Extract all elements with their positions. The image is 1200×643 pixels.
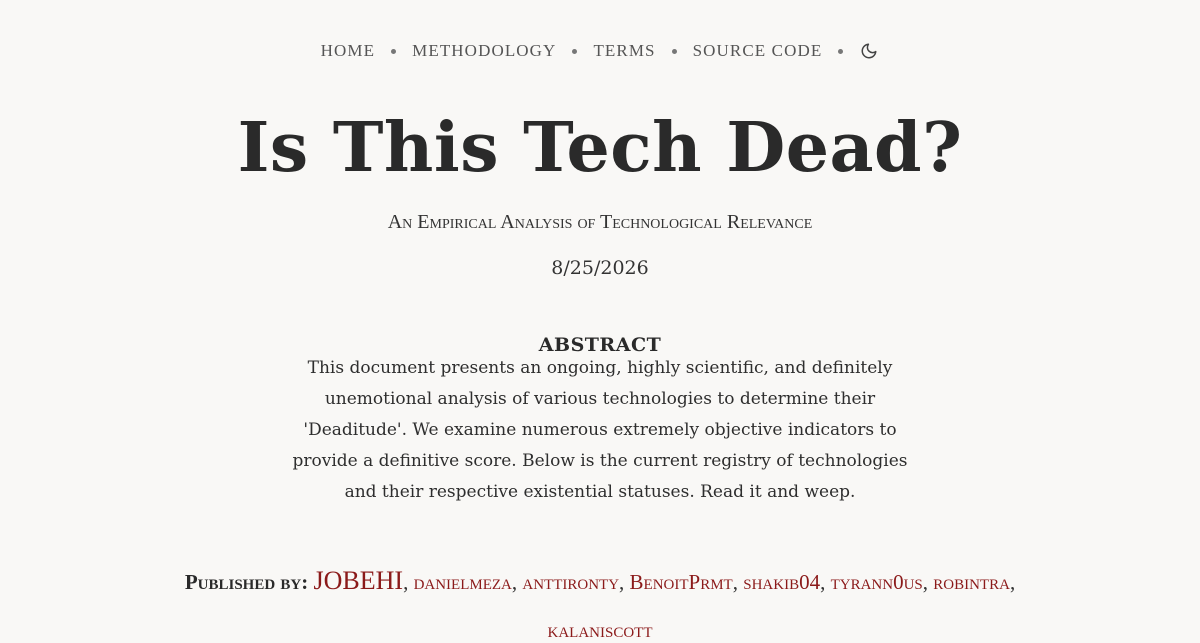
- abstract-heading: ABSTRACT: [538, 334, 662, 356]
- abstract-body: This document presents an ongoing, highly scientific, and definitely unemotional analysis of various technologies to determine their 'Deaditude'. We examine numerous extremely objective indicators to provide a definitive score. Below is the current registry of technologies and their respective existential statuses. Read it and weep.: [292, 358, 908, 502]
- nav-methodology-link[interactable]: METHODOLOGY: [412, 41, 557, 60]
- author-link[interactable]: BenoitPrmt: [629, 570, 733, 594]
- author-link[interactable]: shakib04: [743, 570, 821, 594]
- page-title: Is This Tech Dead?: [237, 108, 963, 188]
- author-link[interactable]: anttironty: [522, 570, 620, 594]
- author-link[interactable]: robintra: [933, 570, 1010, 594]
- author-link[interactable]: tyrann0us: [830, 570, 923, 594]
- nav-separator-dot: [672, 49, 677, 54]
- theme-toggle-button[interactable]: [859, 41, 879, 61]
- moon-icon: [860, 42, 878, 60]
- author-link[interactable]: JOBEHI: [313, 566, 404, 595]
- published-by-line: Published by: JOBEHI, danielmeza, anttironty, BenoitPrmt, shakib04, tyrann0us, robintra,: [184, 566, 1016, 595]
- author-link[interactable]: kalaniscott: [547, 618, 653, 642]
- author-link[interactable]: danielmeza: [413, 570, 512, 594]
- publication-date: 8/25/2026: [551, 257, 649, 279]
- top-nav: [0, 41, 1200, 61]
- nav-separator-dot: [572, 49, 577, 54]
- page-subtitle: An Empirical Analysis of Technological Relevance: [387, 211, 813, 233]
- nav-source-code-link[interactable]: SOURCE CODE: [692, 41, 823, 60]
- nav-terms-link[interactable]: TERMS: [593, 41, 656, 60]
- nav-separator-dot: [391, 49, 396, 54]
- nav-separator-dot: [838, 49, 843, 54]
- published-by-line-continued: [0, 618, 1200, 643]
- nav-home-link[interactable]: HOME: [320, 41, 376, 60]
- published-by-label: Published by:: [184, 570, 309, 594]
